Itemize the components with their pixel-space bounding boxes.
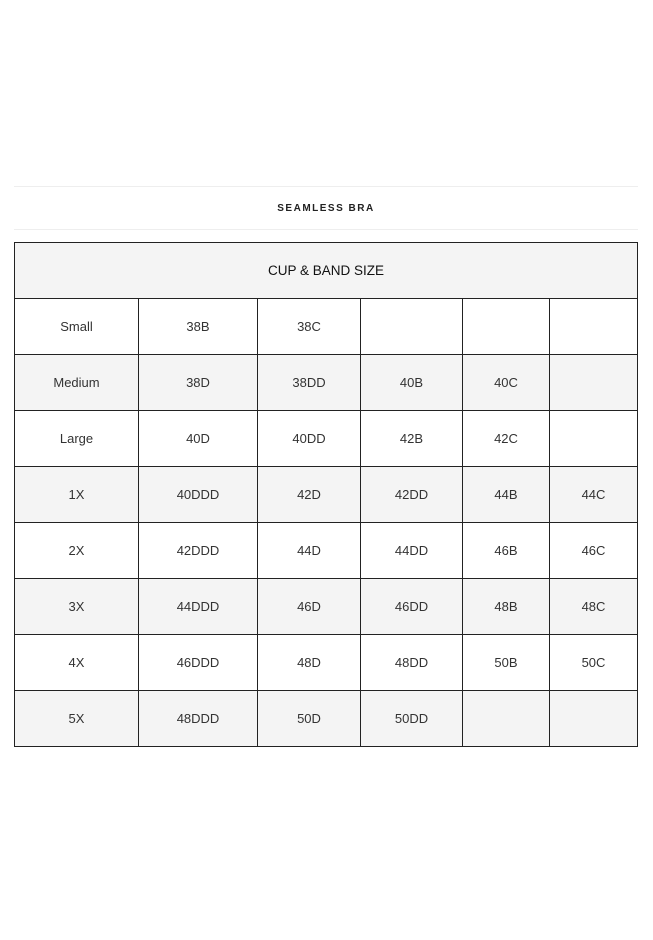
table-cell — [550, 411, 638, 467]
table-cell: 46DDD — [139, 635, 258, 691]
table-cell: 50B — [463, 635, 550, 691]
table-header: CUP & BAND SIZE — [15, 243, 638, 299]
table-row — [15, 579, 638, 635]
size-label: 2X — [15, 523, 139, 579]
size-label: 1X — [15, 467, 139, 523]
table-cell — [550, 691, 638, 747]
table-cell: 42DDD — [139, 523, 258, 579]
table-cell — [463, 691, 550, 747]
table-row — [15, 299, 638, 355]
table-cell — [550, 355, 638, 411]
table-row — [15, 691, 638, 747]
size-label: 4X — [15, 635, 139, 691]
page-title: SEAMLESS BRA — [277, 202, 375, 214]
table-cell: 46D — [258, 579, 361, 635]
table-cell: 38DD — [258, 355, 361, 411]
size-label: Small — [15, 299, 139, 355]
table-cell: 50DD — [361, 691, 463, 747]
size-chart-table — [14, 242, 638, 747]
title-band — [14, 186, 638, 230]
table-row — [15, 355, 638, 411]
table-cell: 46B — [463, 523, 550, 579]
size-label: 3X — [15, 579, 139, 635]
table-cell: 40DDD — [139, 467, 258, 523]
table-cell: 42D — [258, 467, 361, 523]
table-cell: 42C — [463, 411, 550, 467]
table-cell — [463, 299, 550, 355]
table-cell: 48D — [258, 635, 361, 691]
table-cell: 48B — [463, 579, 550, 635]
table-cell: 44D — [258, 523, 361, 579]
size-label: 5X — [15, 691, 139, 747]
table-cell: 40DD — [258, 411, 361, 467]
table-cell: 44C — [550, 467, 638, 523]
size-label: Large — [15, 411, 139, 467]
table-cell: 42B — [361, 411, 463, 467]
table-cell: 48DDD — [139, 691, 258, 747]
table-cell: 48C — [550, 579, 638, 635]
table-cell: 46DD — [361, 579, 463, 635]
table-cell: 44DDD — [139, 579, 258, 635]
table-cell: 38D — [139, 355, 258, 411]
table-row — [15, 523, 638, 579]
table-row — [15, 467, 638, 523]
table-cell: 46C — [550, 523, 638, 579]
table-cell: 40D — [139, 411, 258, 467]
table-cell: 38B — [139, 299, 258, 355]
table-cell: 50C — [550, 635, 638, 691]
table-cell: 40B — [361, 355, 463, 411]
table-cell: 42DD — [361, 467, 463, 523]
size-label: Medium — [15, 355, 139, 411]
table-row — [15, 635, 638, 691]
table-cell: 40C — [463, 355, 550, 411]
table-cell: 48DD — [361, 635, 463, 691]
table-row — [15, 411, 638, 467]
table-cell: 44B — [463, 467, 550, 523]
table-cell — [550, 299, 638, 355]
table-header-row — [15, 243, 638, 299]
table-cell: 38C — [258, 299, 361, 355]
table-cell: 44DD — [361, 523, 463, 579]
table-cell: 50D — [258, 691, 361, 747]
table-cell — [361, 299, 463, 355]
